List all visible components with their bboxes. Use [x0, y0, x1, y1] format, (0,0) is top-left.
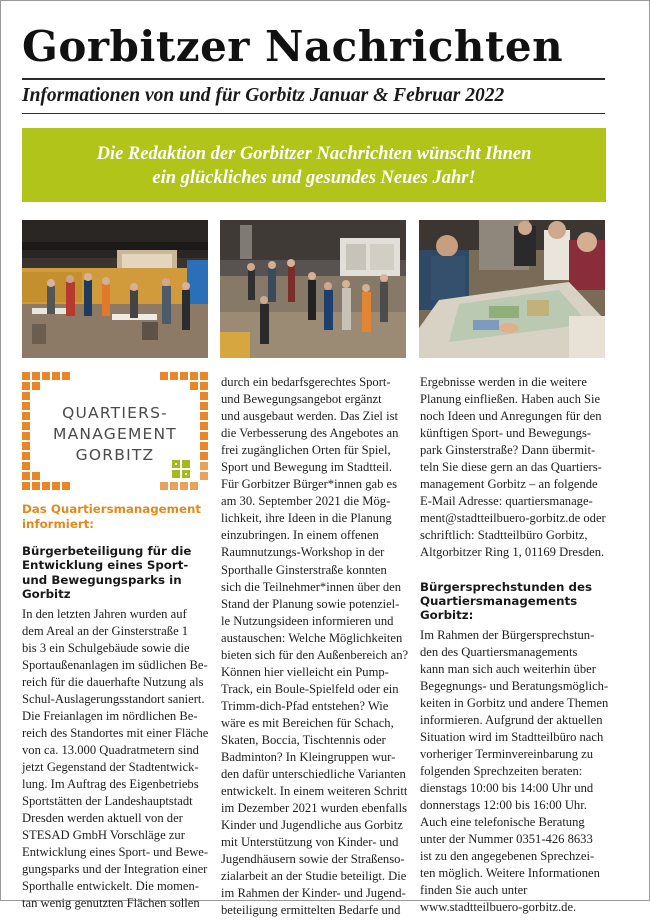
text-line: durch ein bedarfsgerechtes Sport- — [221, 375, 391, 389]
text-line: Sport und Bewegung im Stadtteil. — [221, 460, 393, 475]
photo-planning-table — [419, 220, 605, 358]
article-column-3 — [420, 374, 608, 917]
text-line: Skaten, Boccia, Tischtennis oder — [221, 732, 386, 747]
text-line: reich für die dauerhafte Nutzung als — [22, 674, 204, 689]
article-kicker — [22, 502, 208, 532]
text-line: von ca. 13.000 Quadratmetern sind — [22, 743, 199, 757]
text-line: In den letzten Jahren wurden auf — [22, 606, 187, 621]
text-line: den des Quartiersmanagements — [420, 644, 578, 659]
text-line: Sporthalle entwickelt. Die momen- — [22, 879, 199, 894]
text-line: reich des Standortes mit einer Fläche — [22, 725, 209, 740]
text-line: Badminton? In Kleingruppen wur- — [221, 750, 396, 765]
text-line: Sportaußenanlagen im südlichen Be- — [22, 657, 208, 672]
text-line: Jugendhäusern sowie der Straßenso- — [221, 852, 405, 867]
kicker-line: Das Quartiersmanagement — [22, 502, 201, 516]
text-line: management Gorbitz – an folgende — [420, 477, 598, 492]
new-year-banner — [22, 128, 606, 202]
text-line: im Rahmen der Kinder- und Jugend- — [221, 886, 406, 901]
text-line: gungsparks und der Integration einer — [22, 862, 208, 877]
text-line: austauschen: Welche Möglichkeiten — [221, 630, 403, 645]
text-line: wäre es mit Bereichen für Schach, — [221, 715, 394, 730]
text-line: dienstags 10:00 bis 14:00 Uhr und — [420, 781, 594, 796]
text-line: Im Rahmen der Bürgersprechstun- — [420, 627, 595, 642]
text-line: Für Gorbitzer Bürger*innen gab es — [221, 477, 398, 492]
article-headline — [22, 544, 208, 602]
text-line: bis 3 ein Schulgebäude sowie die — [22, 640, 190, 655]
masthead-rule-bottom — [22, 113, 605, 114]
photo-workshop-hall — [22, 220, 208, 358]
text-line: ten möglich. Weitere Informationen — [420, 866, 600, 881]
text-line: beteiligung ermittelten Bedarfe und — [221, 903, 401, 918]
headline-line: Bürgersprechstunden des — [420, 579, 593, 594]
text-line: tan wenig genutzten Flächen sollen — [22, 896, 200, 911]
text-line: kann man sich auch weiterhin über — [420, 661, 596, 676]
logo-line-2: MANAGEMENT — [53, 425, 177, 443]
headline-line: Gorbitz — [22, 587, 71, 602]
text-line: am 30. September 2021 die Mög- — [221, 494, 391, 509]
text-line: park Ginsterstraße? Dann übermit- — [420, 443, 596, 458]
text-line: teln Sie diese gern an das Quartiers- — [420, 460, 602, 475]
text-line: STESAD GmbH Vorschläge zur — [22, 828, 185, 843]
office-hours-body — [420, 627, 608, 917]
text-line: unter der Nummer 0351-426 8633 — [420, 832, 593, 847]
text-line: die Verbesserung des Angebotes an — [221, 426, 399, 441]
text-line: jetzt Gegenstand der Stadtentwick- — [22, 760, 199, 775]
article-column-1 — [22, 502, 208, 912]
text-line: Trimm-dich-Pfad entstehen? Wie — [221, 698, 389, 713]
text-line: vorheriger Terminvereinbarung zu — [420, 747, 594, 762]
text-line: donnerstags 12:00 bis 16:00 Uhr. — [420, 798, 587, 813]
text-line: Planung einfließen. Haben auch Sie — [420, 392, 601, 407]
text-line: bieten sich für den Außenbereich an? — [221, 647, 409, 662]
text-line: und Bewegungsangebot ergänzt — [221, 392, 382, 407]
text-line: den dafür unterschiedliche Varianten — [221, 767, 406, 782]
text-line: Begegnungs- und Beratungsmöglich- — [420, 678, 609, 693]
text-line: Dresden werden aktuell von der — [22, 811, 183, 826]
text-line: entwickelt. In einem weiteren Schritt — [221, 784, 408, 799]
text-line: ist zu den angegebenen Sprechzei- — [420, 849, 595, 864]
text-line: lung. Im Auftrag des Eigenbetriebs — [22, 777, 199, 792]
text-line: Auch eine telefonische Beratung — [420, 815, 585, 830]
text-line: keiten in Gorbitz und andere Themen — [420, 695, 609, 710]
text-line: ment@stadtteilbuero-gorbitz.de oder — [420, 511, 606, 526]
photo-workshop-groups — [220, 220, 406, 358]
text-line: Ergebnisse werden in die weitere — [420, 375, 587, 389]
article-body-col1 — [22, 606, 208, 913]
text-line: frei zugänglichen Orten für Spiel, — [221, 443, 391, 458]
text-line: Können hier vielleicht ein Pump- — [221, 664, 389, 679]
text-line: Sportstätten der Landeshauptstadt — [22, 794, 193, 809]
text-line: Entwicklung eines Sport- und Bewe- — [22, 845, 209, 860]
text-line: Situation wird im Stadtteilbüro nach — [420, 730, 604, 745]
text-line: schriftlich: Stadtteilbüro Gorbitz, — [420, 528, 588, 543]
text-line: E-Mail Adresse: quartiersmanage- — [420, 494, 593, 509]
text-line: und ausgebaut werden. Das Ziel ist — [221, 409, 398, 424]
quartiersmanagement-logo — [22, 372, 208, 490]
text-line: dem Areal an der Ginsterstraße 1 — [22, 623, 189, 638]
text-line: Sporthalle Ginsterstraße konnten — [221, 562, 387, 577]
text-line: le Nutzungsideen informieren und — [221, 613, 394, 628]
text-line: noch Ideen und Anregungen für den — [420, 409, 602, 424]
text-line: mit Unterstützung von Kinder- und — [221, 835, 399, 850]
office-hours-headline — [420, 580, 608, 623]
banner-line-1: Die Redaktion der Gorbitzer Nachrichten wünscht Ihnen — [96, 144, 532, 164]
kicker-line: informiert: — [22, 517, 95, 531]
text-line: künftigen Sport- und Bewegungs- — [420, 426, 592, 441]
masthead-rule-top — [22, 78, 605, 80]
article-column-2 — [221, 374, 407, 920]
masthead-subtitle: Informationen von und für Gorbitz Januar & Februar 2022 — [22, 85, 505, 106]
text-line: Altgorbitzer Ring 1, 01169 Dresden. — [420, 545, 605, 560]
banner-line-2: ein glückliches und gesundes Neues Jahr! — [152, 168, 476, 188]
headline-line: Bürgerbeteiligung für die — [22, 544, 192, 558]
text-line: einzubringen. In einem offenen — [221, 528, 379, 543]
text-line: Raumnutzungs-Workshop in der — [221, 545, 385, 560]
website-link[interactable]: www.stadtteilbuero-gorbitz.de. — [420, 900, 577, 915]
masthead-title: Gorbitzer Nachrichten — [22, 22, 564, 71]
text-line: sich die Teilnehmer*innen über den — [221, 579, 402, 594]
text-line: Schul-Auslagerungsstandort saniert. — [22, 691, 205, 706]
headline-line: Gorbitz: — [420, 608, 474, 623]
headline-line: und Bewegungsparks in — [22, 572, 182, 587]
text-line: Stand der Planung sowie potenziel- — [221, 596, 400, 611]
text-line: Kinder und Jugendliche aus Gorbitz — [221, 818, 403, 833]
text-line: im Dezember 2021 wurden ebenfalls — [221, 801, 408, 816]
text-line: Track, ein Boule-Spielfeld oder ein — [221, 681, 399, 696]
text-line: finden Sie auch unter — [420, 883, 528, 898]
text-line: zialarbeit an der Studie beteiligt. Die — [221, 869, 407, 884]
headline-line: Entwicklung eines Sport- — [22, 558, 189, 573]
text-line: lichkeit, ihre Ideen in die Planung — [221, 511, 392, 526]
logo-line-1: QUARTIERS- — [62, 404, 168, 422]
headline-line: Quartiersmanagements — [420, 593, 578, 608]
logo-line-3: GORBITZ — [75, 446, 155, 464]
text-line: folgenden Sprechzeiten beraten: — [420, 764, 583, 779]
text-line: informieren. Aufgrund der aktuellen — [420, 712, 603, 727]
text-line: Die Freianlagen im nördlichen Be- — [22, 708, 198, 723]
